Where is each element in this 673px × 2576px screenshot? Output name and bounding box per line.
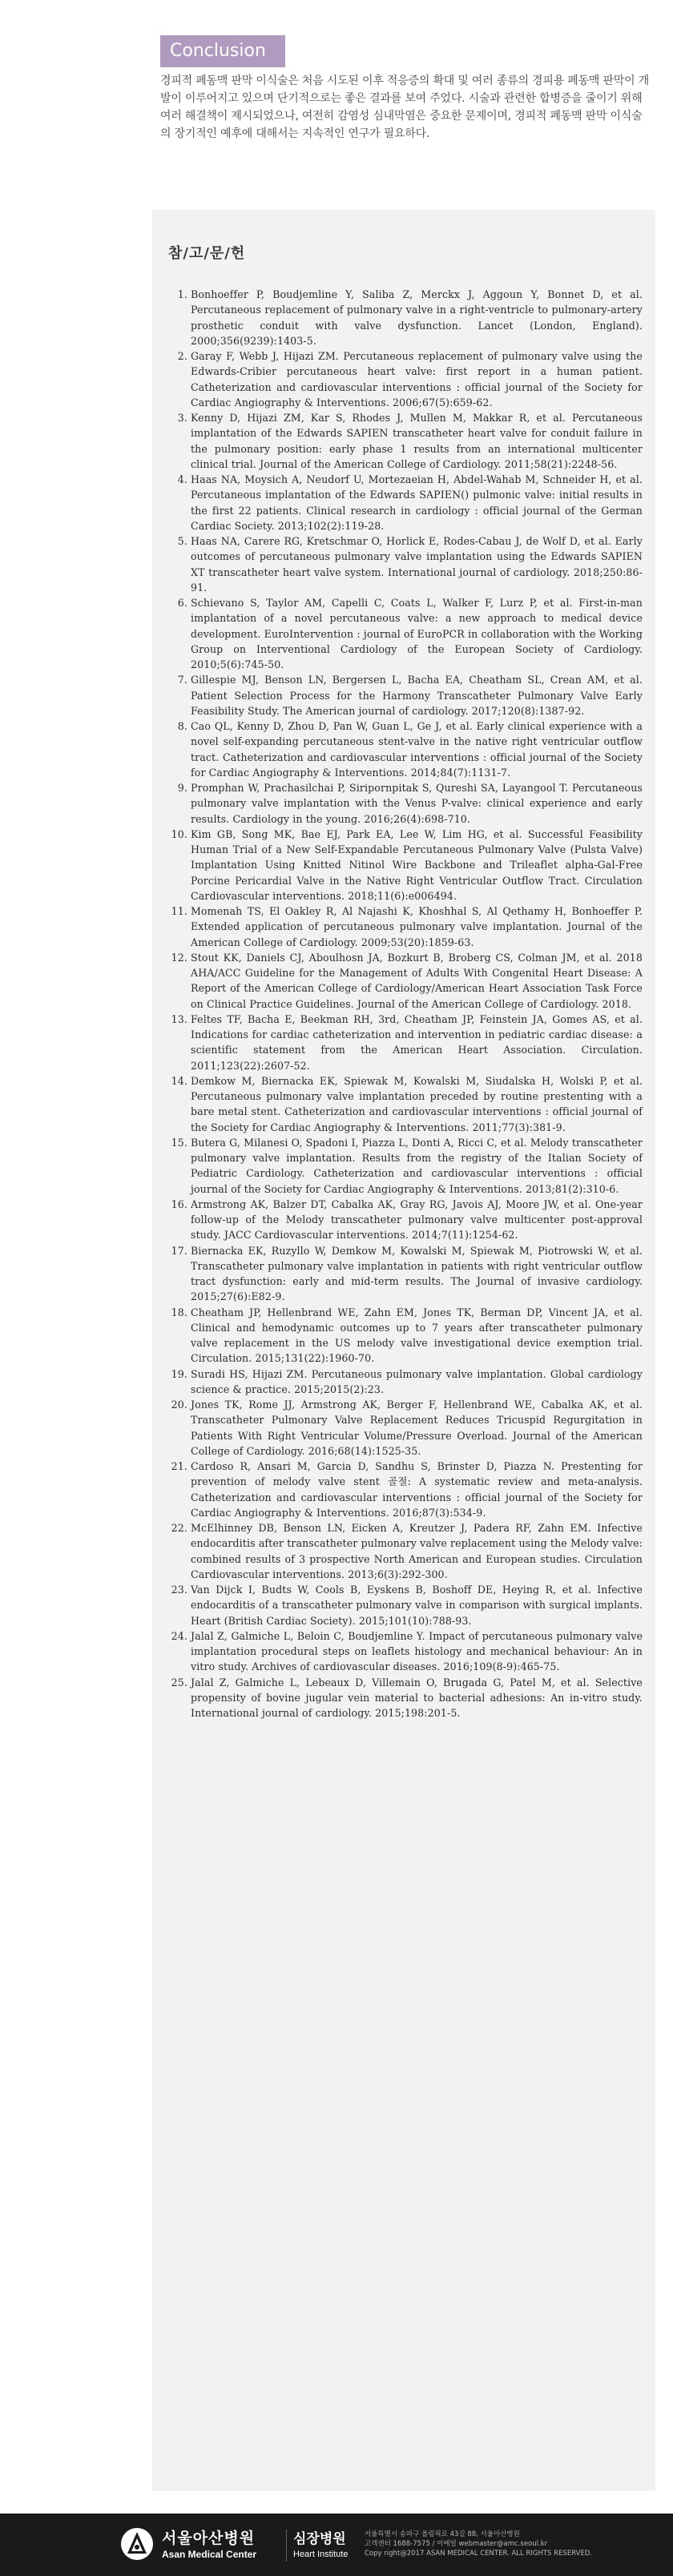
reference-text: Momenah TS, El Oakley R, Al Najashi K, Khoshhal S, Al Qethamy H, Bonhoeffer P. Extended application of percutaneous pulmonary valve implantation. Journal of the American College of Cardiology. 2009;53(20):1859-63. — [191, 905, 643, 948]
reference-item — [168, 672, 643, 718]
reference-text: Haas NA, Carere RG, Kretschmar O, Horlick E, Rodes-Cabau J, de Wolf D, et al. Early outcomes of percutaneous pulmonary valve implantation using the Edwards SAPIEN XT transcatheter heart valve system. International journal of cardiology. 2018;250:86-91. — [191, 535, 643, 594]
reference-text: Stout KK, Daniels CJ, Aboulhosn JA, Bozkurt B, Broberg CS, Colman JM, et al. 2018 AHA/ACC Guideline for the Management of Adults With Congenital Heart Disease: A Report of the American College of Cardiology/American Heart Association Task Force on Clinical Practice Guidelines. Journal of the American College of Cardiology. 2018. — [191, 951, 643, 1010]
reference-number: 17. — [171, 1244, 187, 1257]
reference-number: 7. — [177, 674, 187, 686]
reference-item — [168, 950, 643, 1012]
reference-text: Cao QL, Kenny D, Zhou D, Pan W, Guan L, Ge J, et al. Early clinical experience with a novel self-expanding percutaneous stent-valve in the native right ventricular outflow tract. Catheterization and cardiovascular interventions : official journal of the Society for Cardiac Angiography & Interventions. 2014;84(7):1131-7. — [191, 720, 643, 779]
reference-number: 22. — [171, 1522, 187, 1534]
reference-item — [168, 1628, 643, 1675]
reference-number: 3. — [177, 412, 187, 424]
reference-item — [168, 1582, 643, 1628]
reference-item — [168, 1520, 643, 1582]
reference-item — [168, 1073, 643, 1135]
reference-number: 10. — [171, 827, 187, 840]
conclusion-heading: Conclusion — [160, 35, 285, 67]
reference-text: Schievano S, Taylor AM, Capelli C, Coats L, Walker F, Lurz P, et al. First-in-man implantation of a novel percutaneous valve: a new approach to medical device development. EuroIntervention : journal of EuroPCR in collaboration with the Working Group on Interventional Cardiology of the European Society of Cardiology. 2010;5(6):745-50. — [191, 597, 643, 670]
reference-number: 13. — [171, 1012, 187, 1025]
hospital-name-en: Asan Medical Center — [162, 2549, 257, 2560]
reference-text: Jalal Z, Galmiche L, Beloin C, Boudjemline Y. Impact of percutaneous pulmonary valve implantation procedural steps on leaflets histology and mechanical behaviour: An in vitro study. Archives of cardiovascular diseases. 2016;109(8-9):465-75. — [191, 1629, 643, 1673]
reference-item — [168, 780, 643, 827]
reference-item — [168, 718, 643, 780]
reference-item — [168, 348, 643, 410]
hospital-name-kr: 서울아산병원 — [162, 2530, 256, 2547]
reference-text: Demkow M, Biernacka EK, Spiewak M, Kowalski M, Siudalska H, Wolski P, et al. Percutaneous pulmonary valve implantation preceded by routine prestenting with a bare metal stent. Catheterization and cardiovascular interventions : official journal of the Society for Cardiac Angiography & Interventions. 2011;77(3):381-9. — [191, 1074, 643, 1133]
reference-text: Kim GB, Song MK, Bae EJ, Park EA, Lee W, Lim HG, et al. Successful Feasibility Human Trial of a New Self-Expandable Percutaneous Pulmonary Valve (Pulsta Valve) Implantation Using Knitted Nitinol Wire Backbone and Trileaflet alpha-Gal-Free Porcine Pericardial Valve in the Native Right Ventricular Outflow Tract. Circulation Cardiovascular interventions. 2018;11(6):e006494. — [191, 827, 643, 902]
reference-item — [168, 1675, 643, 1721]
reference-number: 18. — [171, 1306, 187, 1318]
reference-number: 14. — [171, 1074, 187, 1087]
reference-text: Jalal Z, Galmiche L, Lebeaux D, Villemain O, Brugada G, Patel M, et al. Selective propensity of bovine jugular vein material to bacterial adhesions: An in-vitro study. International journal of cardiology. 2015;198:201-5. — [191, 1676, 643, 1719]
reference-number: 20. — [171, 1399, 187, 1411]
reference-number: 2. — [177, 350, 187, 362]
reference-text: Armstrong AK, Balzer DT, Cabalka AK, Gray RG, Javois AJ, Moore JW, et al. One-year follow-up of the Melody transcatheter pulmonary valve multicenter post-approval study. JACC Cardiovascular interventions. 2014;7(11):1254-62. — [191, 1197, 643, 1242]
reference-number: 1. — [177, 288, 187, 300]
reference-number: 9. — [177, 782, 187, 794]
conclusion-paragraph: 경피적 폐동맥 판막 이식술은 처음 시도된 이후 적응증의 확대 및 여러 종류의 경피용 폐동맥 판막이 개발이 이루어지고 있으며 단기적으로는 좋은 결과를 보여 주었다. 시술과 관련한 합병증을 줄이기 위해 여러 해결책이 제시되었으나, 여전히 감염성 심내막염은 중요한 문제이며, 경피적 폐동맥 판막 이식술의 장기적인 예후에 대해서는 지속적인 연구가 필요하다. — [160, 74, 650, 140]
reference-text: Garay F, Webb J, Hijazi ZM. Percutaneous replacement of pulmonary valve using the Edwards-Cribier percutaneous heart valve: first report in a human patient. Catheterization and cardiovascular interventions : official journal of the Society for Cardiac Angiography & Interventions. 2006;67(5):659-62. — [191, 350, 643, 409]
footer-info — [365, 2530, 592, 2558]
reference-text: Van Dijck I, Budts W, Cools B, Eyskens B, Boshoff DE, Heying R, et al. Infective endocarditis of a transcatheter pulmonary valve in comparison with surgical implants. Heart (British Cardiac Society). 2015;101(10):788-93. — [191, 1584, 643, 1627]
reference-item — [168, 1135, 643, 1197]
reference-text: Cheatham JP, Hellenbrand WE, Zahn EM, Jones TK, Berman DP, Vincent JA, et al. Clinical and hemodynamic outcomes up to 7 years after transcatheter pulmonary valve replacement in the US melody valve investigational device exemption trial. Circulation. 2015;131(22):1960-70. — [191, 1306, 643, 1365]
reference-text: Suradi HS, Hijazi ZM. Percutaneous pulmonary valve implantation. Global cardiology science & practice. 2015;2015(2):23. — [191, 1367, 643, 1395]
references-title: 참/고/문/헌 — [168, 245, 246, 262]
reference-number: 16. — [171, 1197, 187, 1210]
reference-number: 4. — [177, 473, 187, 485]
reference-item — [168, 827, 643, 904]
footer-contact: 고객센터 1688-7575 / 이메일 webmaster@amc.seoul.kr — [365, 2540, 548, 2548]
reference-number: 8. — [177, 720, 187, 732]
reference-item — [168, 904, 643, 950]
footer-divider — [286, 2530, 287, 2562]
reference-number: 24. — [171, 1629, 187, 1642]
reference-text: Gillespie MJ, Benson LN, Bergersen L, Bacha EA, Cheatham SL, Crean AM, et al. Patient Selection Process for the Harmony Transcatheter Pulmonary Valve Early Feasibility Study. The American journal of cardiology. 2017;120(8):1387-92. — [191, 674, 643, 717]
reference-number: 25. — [171, 1676, 187, 1688]
institute-name-en: Heart Institute — [293, 2550, 349, 2559]
reference-item — [168, 1397, 643, 1459]
reference-number: 15. — [171, 1136, 187, 1149]
reference-text: Jones TK, Rome JJ, Armstrong AK, Berger F, Hellenbrand WE, Cabalka AK, et al. Transcatheter Pulmonary Valve Replacement Reduces Tricuspid Regurgitation in Patients With Right Ventricular Volume/Pressure Overload. Journal of the American College of Cardiology. 2016;68(14):1525-35. — [191, 1399, 643, 1457]
reference-text: Promphan W, Prachasilchai P, Siripornpitak S, Qureshi SA, Layangool T. Percutaneous pulmonary valve implantation with the Venus P-valve: clinical experience and early results. Cardiology in the young. 2016;26(4):698-710. — [191, 782, 643, 825]
footer — [0, 2514, 673, 2576]
reference-number: 12. — [171, 951, 187, 964]
reference-text: Butera G, Milanesi O, Spadoni I, Piazza L, Donti A, Ricci C, et al. Melody transcatheter pulmonary valve implantation. Results from the registry of the Italian Society of Pediatric Cardiology. Catheterization and cardiovascular interventions : official journal of the Society for Cardiac Angiography & Interventions. 2013;81(2):310-6. — [191, 1136, 643, 1195]
reference-item — [168, 410, 643, 472]
footer-address: 서울특별시 송파구 올림픽로 43길 88, 서울아산병원 — [365, 2530, 520, 2538]
reference-number: 23. — [171, 1584, 187, 1596]
reference-number: 21. — [171, 1460, 187, 1472]
asan-logo-icon — [120, 2527, 154, 2561]
reference-text: Feltes TF, Bacha E, Beekman RH, 3rd, Cheatham JP, Feinstein JA, Gomes AS, et al. Indications for cardiac catheterization and intervention in pediatric cardiac disease: a scientific statement from the American Heart Association. Circulation. 2011;123(22):2607-52. — [191, 1012, 643, 1072]
reference-text: Haas NA, Moysich A, Neudorf U, Mortezaeian H, Abdel-Wahab M, Schneider H, et al. Percutaneous implantation of the Edwards SAPIEN() pulmonic valve: initial results in the first 22 patients. Clinical research in cardiology : official journal of the German Cardiac Society. 2013;102(2):119-28. — [191, 473, 643, 532]
reference-number: 6. — [177, 597, 187, 609]
references-list — [168, 287, 643, 1721]
reference-item — [168, 1366, 643, 1398]
institute-name-kr: 심장병원 — [293, 2531, 346, 2547]
reference-item — [168, 1305, 643, 1366]
reference-item — [168, 1197, 643, 1243]
reference-text: Kenny D, Hijazi ZM, Kar S, Rhodes J, Mullen M, Makkar R, et al. Percutaneous implantation of the Edwards SAPIEN transcatheter heart valve for conduit failure in the pulmonary position: early phase 1 results from an international multicenter clinical trial. Journal of the American College of Cardiology. 2011;58(21):2248-56. — [191, 412, 643, 470]
reference-item — [168, 1012, 643, 1073]
reference-number: 5. — [177, 535, 187, 547]
reference-item — [168, 287, 643, 348]
reference-item — [168, 533, 643, 595]
footer-copyright: Copy right@2017 ASAN MEDICAL CENTER. ALL RIGHTS RESERVED. — [365, 2550, 593, 2558]
reference-number: 11. — [171, 905, 187, 917]
reference-text: Bonhoeffer P, Boudjemline Y, Saliba Z, Merckx J, Aggoun Y, Bonnet D, et al. Percutaneous replacement of pulmonary valve in a right-ventricle to pulmonary-artery prosthetic conduit with valve dysfunction. Lancet (London, England). 2000;356(9239):1403-5. — [191, 288, 643, 347]
reference-text: Biernacka EK, Ruzyllo W, Demkow M, Kowalski M, Spiewak M, Piotrowski W, et al. Transcatheter pulmonary valve implantation in patients with right ventricular outflow tract dysfunction: early and mid-term results. The Journal of invasive cardiology. 2015;27(6):E82-9. — [191, 1244, 643, 1303]
reference-item — [168, 595, 643, 672]
reference-text: Cardoso R, Ansari M, Garcia D, Sandhu S, Brinster D, Piazza N. Prestenting for prevention of melody valve stent 골절: A systematic review and meta-analysis. Catheterization and cardiovascular interventions : official journal of the Society for Cardiac Angiography & Interventions. 2016;87(3):534-9. — [191, 1460, 643, 1519]
reference-item — [168, 472, 643, 533]
reference-item — [168, 1459, 643, 1520]
references-section — [152, 210, 655, 2491]
reference-item — [168, 1243, 643, 1305]
reference-text: McElhinney DB, Benson LN, Eicken A, Kreutzer J, Padera RF, Zahn EM. Infective endocarditis after transcatheter pulmonary valve replacement using the Melody valve: combined results of 3 prospective North American and European studies. Circulation Cardiovascular interventions. 2013;6(3):292-300. — [191, 1522, 643, 1580]
reference-number: 19. — [171, 1367, 187, 1380]
